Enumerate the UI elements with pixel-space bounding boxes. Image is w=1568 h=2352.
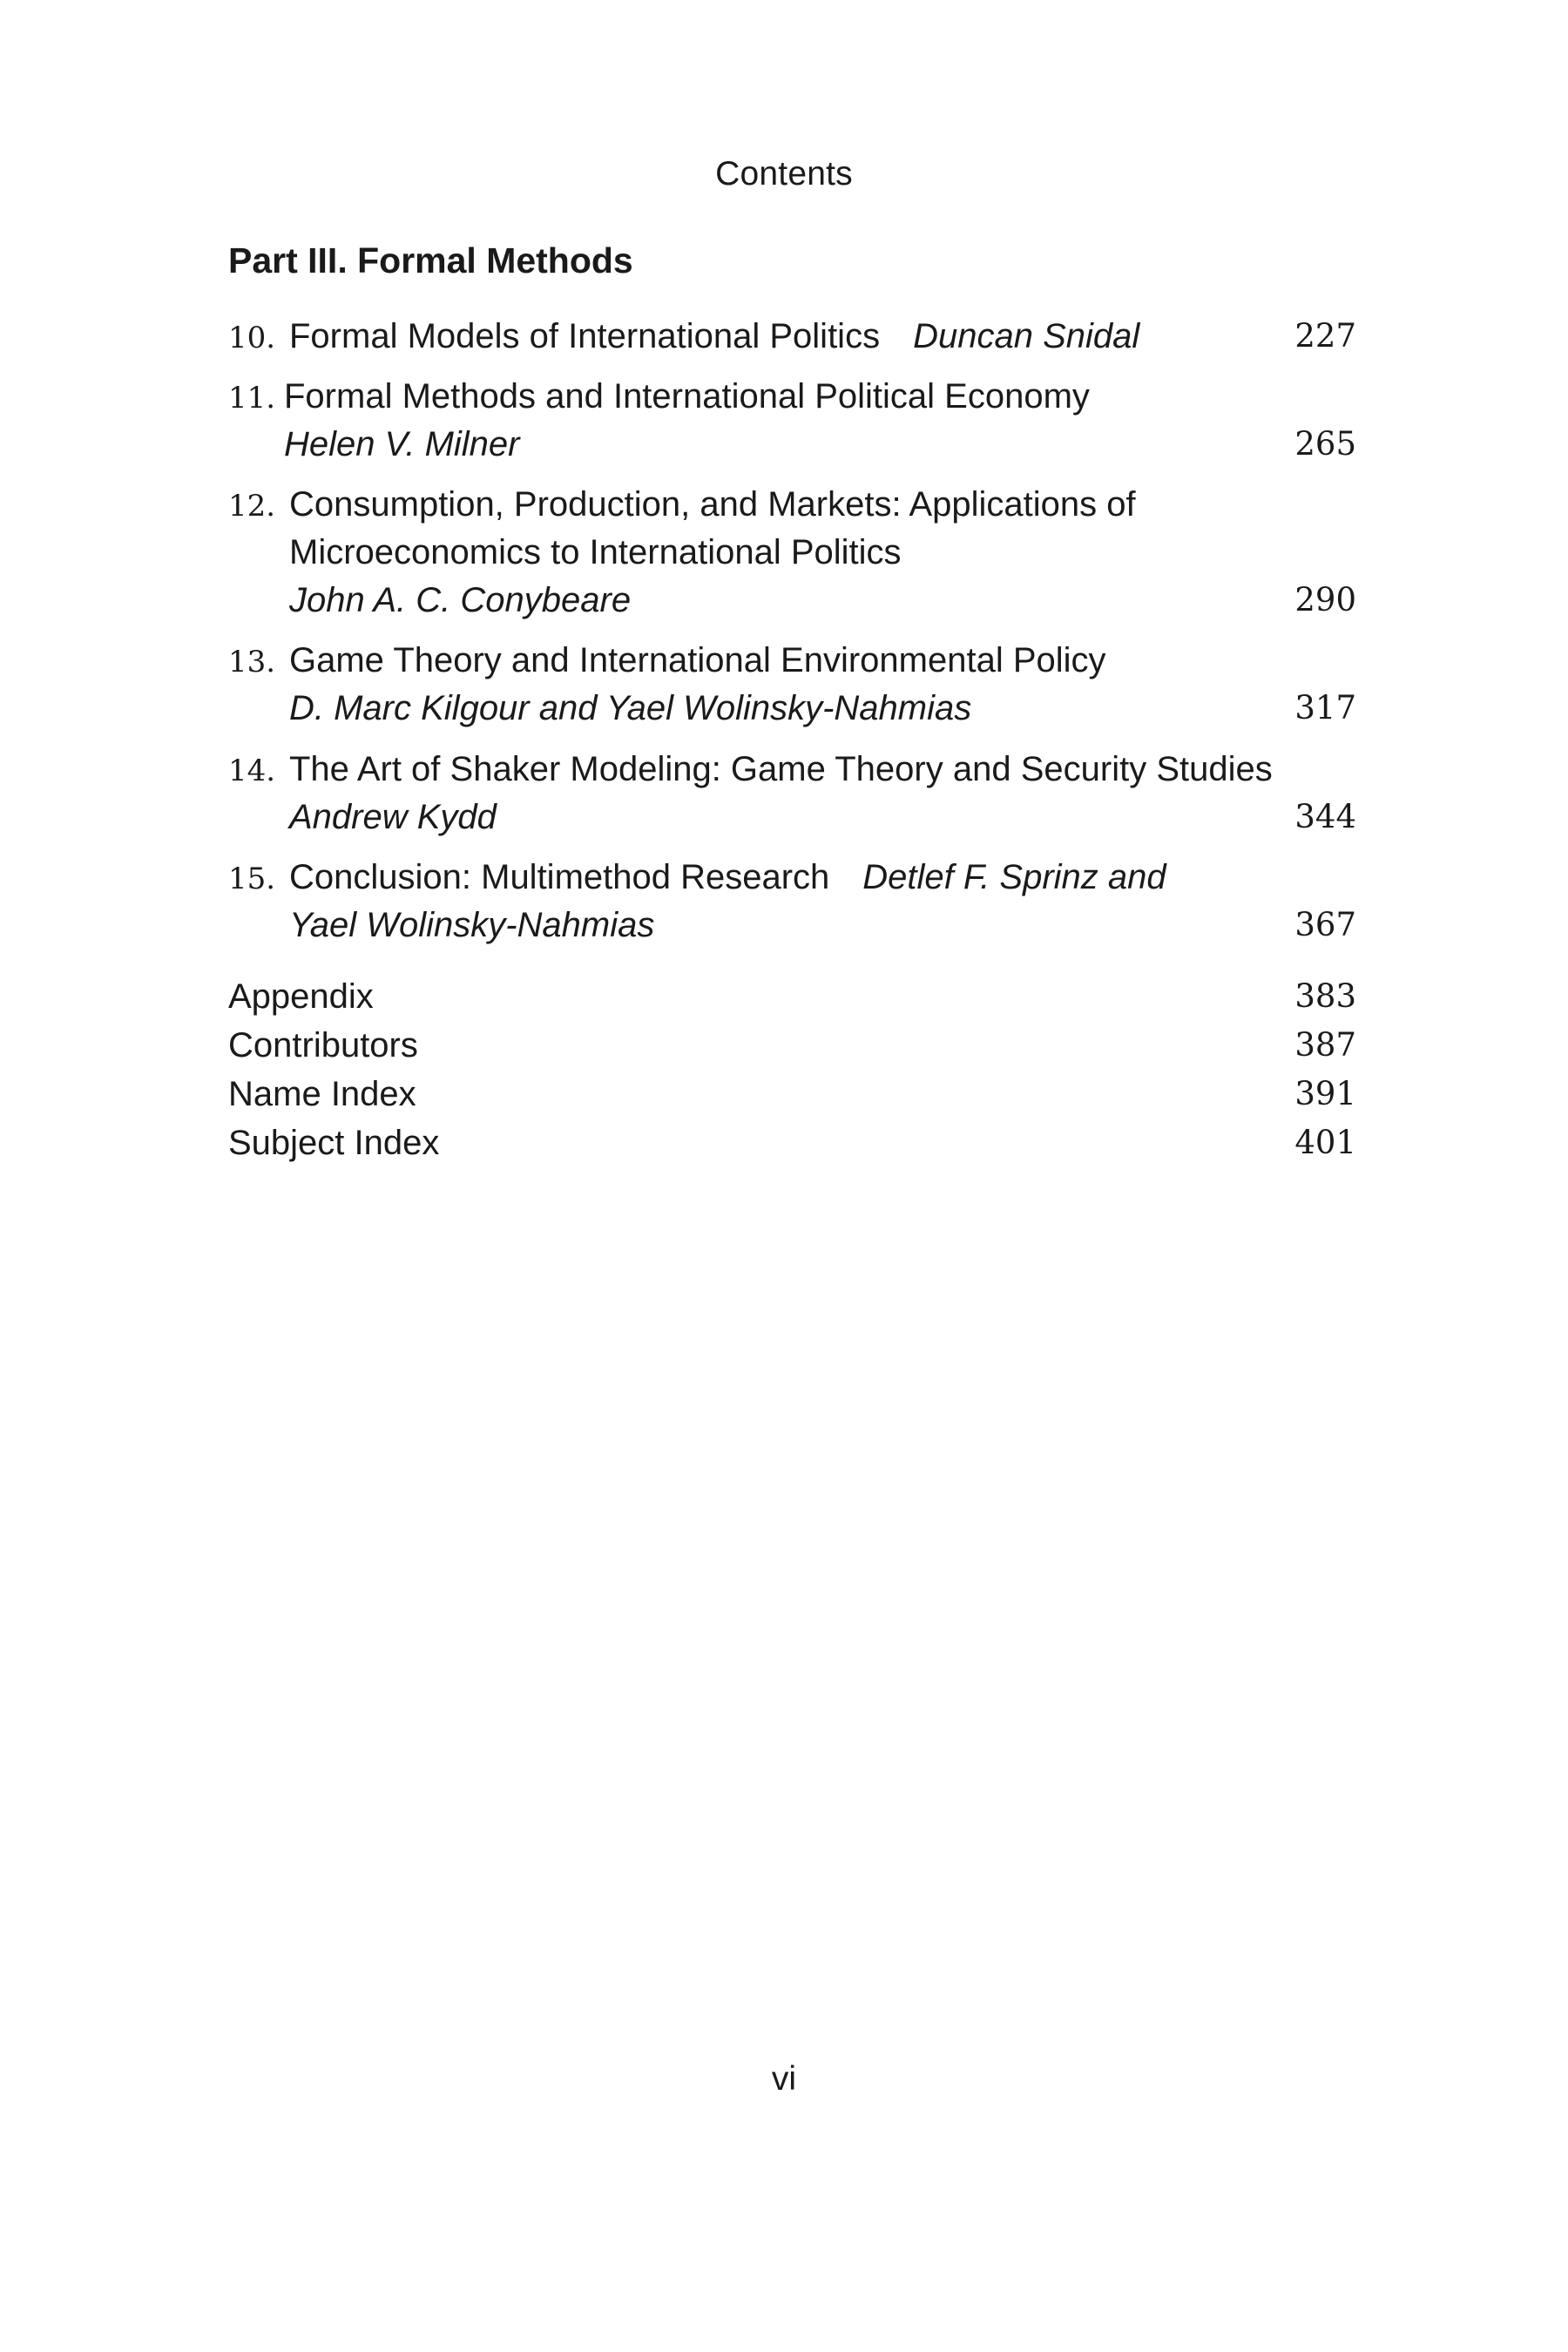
back-matter-page-number: 401 [1294,1124,1356,1161]
chapter-number: 12. [228,489,276,524]
chapter-page-number: 367 [1294,906,1356,943]
chapter-line [228,372,1090,422]
chapter-number: 10. [228,321,276,355]
chapter-number: 11. [228,381,276,416]
back-matter-page-number: 387 [1294,1026,1356,1064]
chapter-title: Conclusion: Multimethod Research [289,858,830,896]
back-matter-page-number: 391 [1294,1075,1356,1112]
chapter-line [228,312,1139,362]
chapter-title: Consumption, Production, and Markets: Applications of [289,485,1136,524]
chapter-author: Detlef F. Sprinz and [862,858,1166,896]
chapter-author: D. Marc Kilgour and Yael Wolinsky-Nahmias [289,689,972,727]
chapter-author: Andrew Kydd [289,798,497,836]
back-matter-label: Subject Index [228,1124,440,1162]
chapter-title: Formal Models of International Politics [289,317,881,355]
back-matter-label: Contributors [228,1026,418,1064]
chapter-number: 14. [228,754,276,788]
chapter-author: John A. C. Conybeare [289,581,632,619]
back-matter-label: Appendix [228,977,374,1016]
chapter-title: Formal Methods and International Political Economy [284,377,1090,416]
chapter-page-number: 265 [1294,425,1356,463]
chapter-number: 15. [228,862,276,896]
back-matter-label: Name Index [228,1075,416,1113]
chapter-number: 13. [228,645,276,679]
chapter-title: The Art of Shaker Modeling: Game Theory and Security Studies [289,750,1273,788]
chapter-line [228,480,1136,531]
back-matter-page-number: 383 [1294,977,1356,1015]
chapter-page-number: 227 [1294,317,1356,355]
chapter-title-continued: Microeconomics to International Politics [289,533,902,571]
chapter-line [228,636,1106,686]
chapter-page-number: 344 [1294,798,1356,835]
part-heading: Part III. Formal Methods [228,240,633,280]
toc-entry-subject-index [228,1119,1356,1167]
running-head: Contents [715,155,853,193]
toc-entry-name-index [228,1070,1356,1119]
chapter-title: Game Theory and International Environmental Policy [289,641,1106,679]
chapter-line [228,745,1273,795]
chapter-author: Duncan Snidal [913,317,1140,355]
toc-entry-contributors [228,1021,1356,1070]
chapter-author: Helen V. Milner [284,425,520,463]
chapter-page-number: 317 [1294,689,1356,727]
page-folio: vi [771,2060,797,2098]
chapter-author-continued: Yael Wolinsky-Nahmias [289,906,655,944]
chapter-page-number: 290 [1294,581,1356,618]
toc-entry-appendix [228,972,1356,1021]
chapter-line [228,853,1166,903]
